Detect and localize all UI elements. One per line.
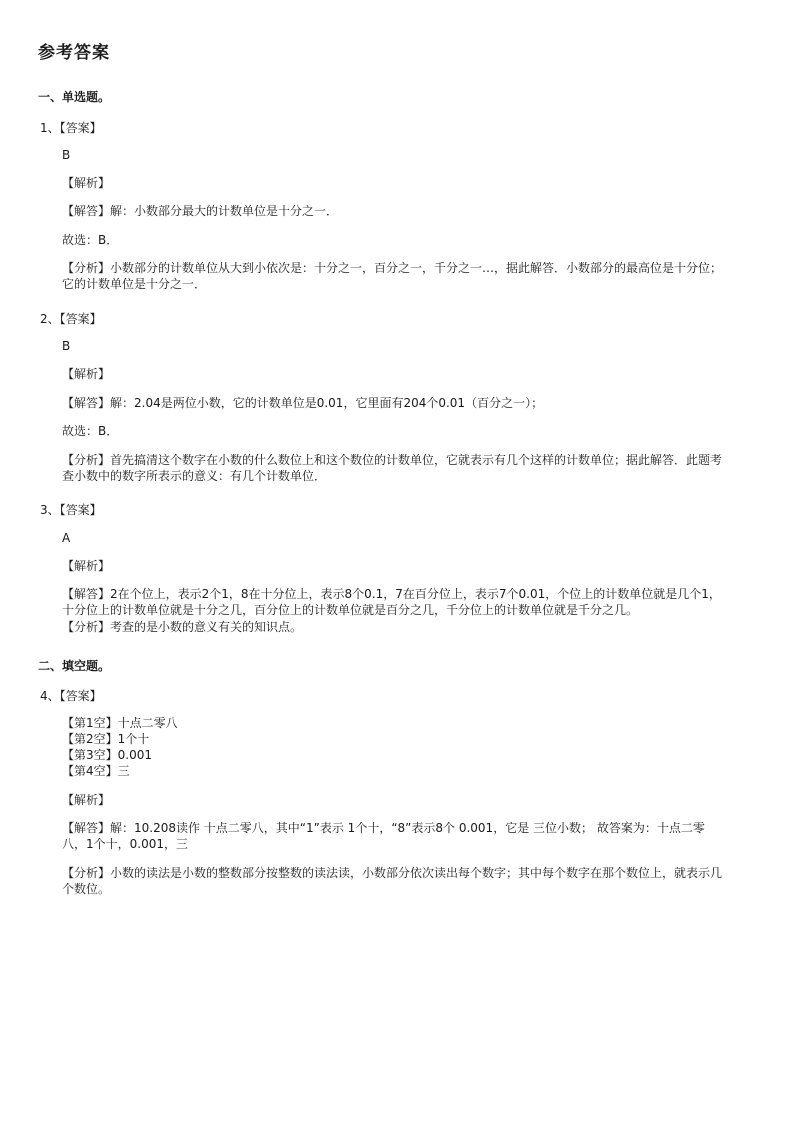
question-4-head: 4、【答案】 bbox=[40, 689, 102, 703]
question-2-choice: 故选：B． bbox=[62, 424, 119, 438]
page-title: 参考答案 bbox=[38, 43, 110, 63]
question-1-head: 1、【答案】 bbox=[40, 121, 102, 135]
section-heading-fill-blank: 二、填空题。 bbox=[38, 659, 111, 673]
question-4-blank-1: 【第1空】十点二零八 bbox=[62, 716, 178, 730]
question-3-analysis-label: 【解析】 bbox=[62, 559, 111, 573]
section-heading-single-choice: 一、单选题。 bbox=[38, 90, 111, 104]
question-1-answer: B bbox=[62, 148, 71, 162]
question-4-blank-4: 【第4空】三 bbox=[62, 764, 130, 778]
question-3-head: 3、【答案】 bbox=[40, 503, 102, 517]
question-4-fenxi: 【分析】小数的读法是小数的整数部分按整数的读法读，小数部分依次读出每个数字；其中每个数字在那个数位上，就表示几个数位。 bbox=[62, 866, 723, 896]
question-1-choice: 故选：B． bbox=[62, 233, 119, 247]
question-4-blank-3: 【第3空】0.001 bbox=[62, 748, 152, 762]
question-3-fenxi: 【分析】考查的是小数的意义有关的知识点。 bbox=[62, 620, 303, 634]
question-4-blank-2: 【第2空】1个十 bbox=[62, 732, 150, 746]
question-2-fenxi: 【分析】首先搞清这个数字在小数的什么数位上和这个数位的计数单位，它就表示有几个这样的计数单位；据此解答．此题考查小数中的数字所表示的意义：有几个计数单位． bbox=[62, 453, 723, 483]
question-2-answer: B bbox=[62, 339, 71, 353]
question-3-solution: 【解答】2在个位上，表示2个1，8在十分位上，表示8个0.1，7在百分位上，表示7个0.01，个位上的计数单位就是几个1，十分位上的计数单位就是十分之几，百分位上的计数单位就是百分之几，千分位上的计数单位就是千分之几。 bbox=[62, 587, 721, 617]
question-1-fenxi: 【分析】小数部分的计数单位从大到小依次是：十分之一，百分之一，千分之一…，据此解答．小数部分的最高位是十分位；它的计数单位是十分之一． bbox=[62, 261, 723, 291]
question-4-analysis-label: 【解析】 bbox=[62, 793, 111, 807]
question-1-analysis-label: 【解析】 bbox=[62, 176, 111, 190]
question-2-solution: 【解答】解：2.04是两位小数，它的计数单位是0.01，它里面有204个0.01（百分之一）； bbox=[62, 396, 544, 410]
question-2-head: 2、【答案】 bbox=[40, 312, 102, 326]
question-2-analysis-label: 【解析】 bbox=[62, 367, 111, 381]
question-4-solution: 【解答】解：10.208读作 十点二零八，其中“1”表示 1个十，“8”表示8个 0.001，它是 三位小数； 故答案为：十点二零八，1个十，0.001，三 bbox=[62, 821, 705, 851]
question-1-solution: 【解答】解：小数部分最大的计数单位是十分之一． bbox=[62, 204, 339, 218]
question-3-answer: A bbox=[62, 531, 71, 545]
